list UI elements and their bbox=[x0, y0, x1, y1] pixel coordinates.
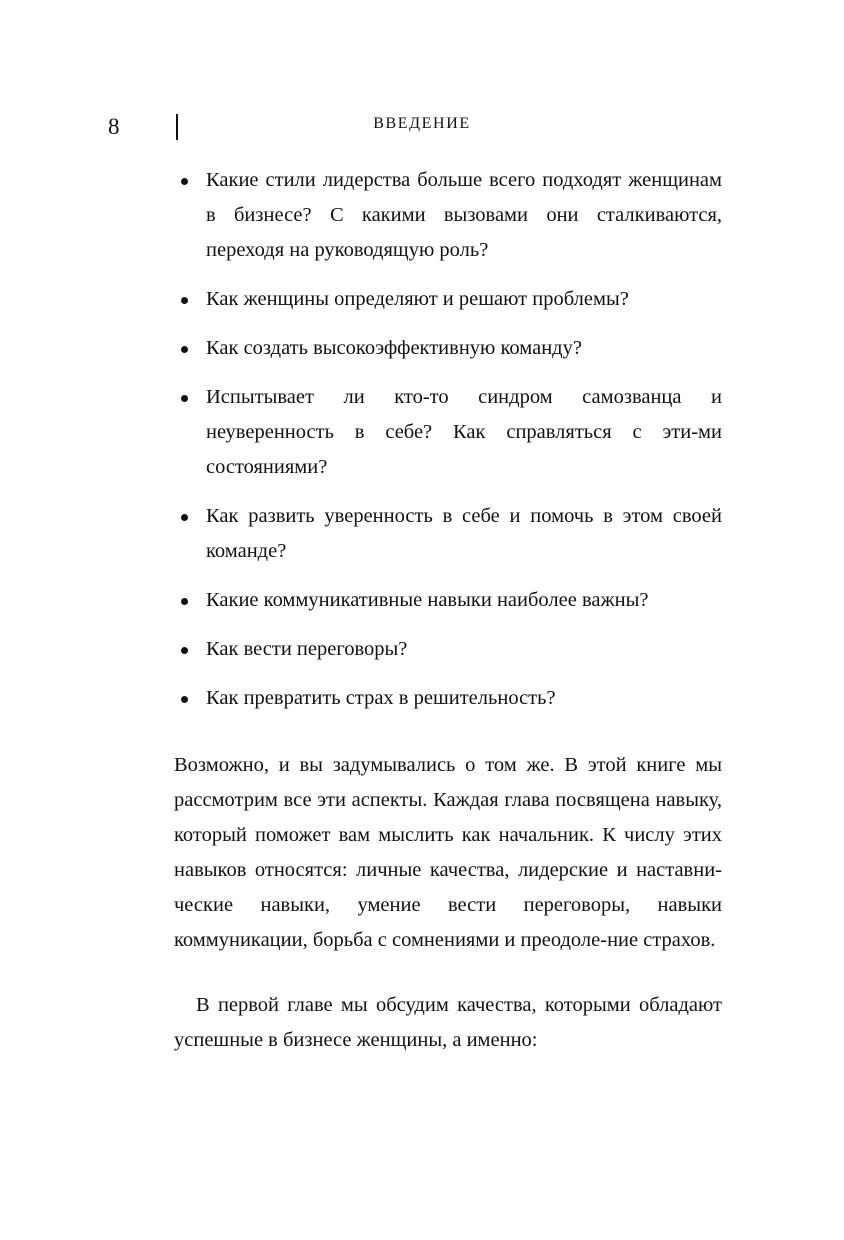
list-item-text: Какие стили лидерства больше всего подходят женщинам в бизнесе? С какими вызовами они сталкиваются, переходя на руководящую роль? bbox=[206, 169, 722, 261]
bullet-icon bbox=[181, 514, 188, 521]
bullet-icon bbox=[181, 647, 188, 654]
bullet-icon bbox=[181, 395, 188, 402]
page-number: 8 bbox=[108, 114, 120, 139]
bullet-icon bbox=[181, 346, 188, 353]
list-item-text: Как вести переговоры? bbox=[206, 638, 408, 660]
body-column bbox=[174, 163, 722, 1058]
list-item bbox=[174, 331, 722, 366]
running-head bbox=[100, 112, 744, 146]
running-head-title: ВВЕДЕНИЕ bbox=[373, 115, 471, 132]
list-item-text: Как развить уверенность в себе и помочь в этом своей команде? bbox=[206, 505, 722, 562]
list-item bbox=[174, 499, 722, 569]
list-item-text: Какие коммуникативные навыки наиболее важны? bbox=[206, 589, 649, 611]
list-item bbox=[174, 380, 722, 485]
bullet-icon bbox=[181, 178, 188, 185]
list-item bbox=[174, 632, 722, 667]
list-item-text: Как женщины определяют и решают проблемы? bbox=[206, 288, 629, 310]
list-item bbox=[174, 282, 722, 317]
list-item bbox=[174, 163, 722, 268]
list-item-text: Как создать высокоэффективную команду? bbox=[206, 337, 582, 359]
body-paragraph: В первой главе мы обсудим качества, которыми обладают успешные в бизнесе женщины, а именно: bbox=[174, 994, 722, 1051]
bullet-icon bbox=[181, 598, 188, 605]
body-paragraph: Возможно, и вы задумывались о том же. В этой книге мы рассмотрим все эти аспекты. Каждая глава посвящена навыку, который поможет вам мыслить как начальник. К числу этих навыков относятся: личные качества, лидерские и наставни-ческие навыки, умение вести переговоры, навыки коммуникации, борьба с сомнениями и преодоле-ние страхов. bbox=[174, 754, 722, 951]
list-item-text: Испытывает ли кто-то синдром самозванца и неуверенность в себе? Как справляться с эти-ми состояниями? bbox=[206, 386, 722, 478]
bullet-icon bbox=[181, 297, 188, 304]
question-list bbox=[174, 163, 722, 716]
list-item bbox=[174, 681, 722, 716]
list-item-text: Как превратить страх в решительность? bbox=[206, 687, 556, 709]
bullet-icon bbox=[181, 696, 188, 703]
list-item bbox=[174, 583, 722, 618]
